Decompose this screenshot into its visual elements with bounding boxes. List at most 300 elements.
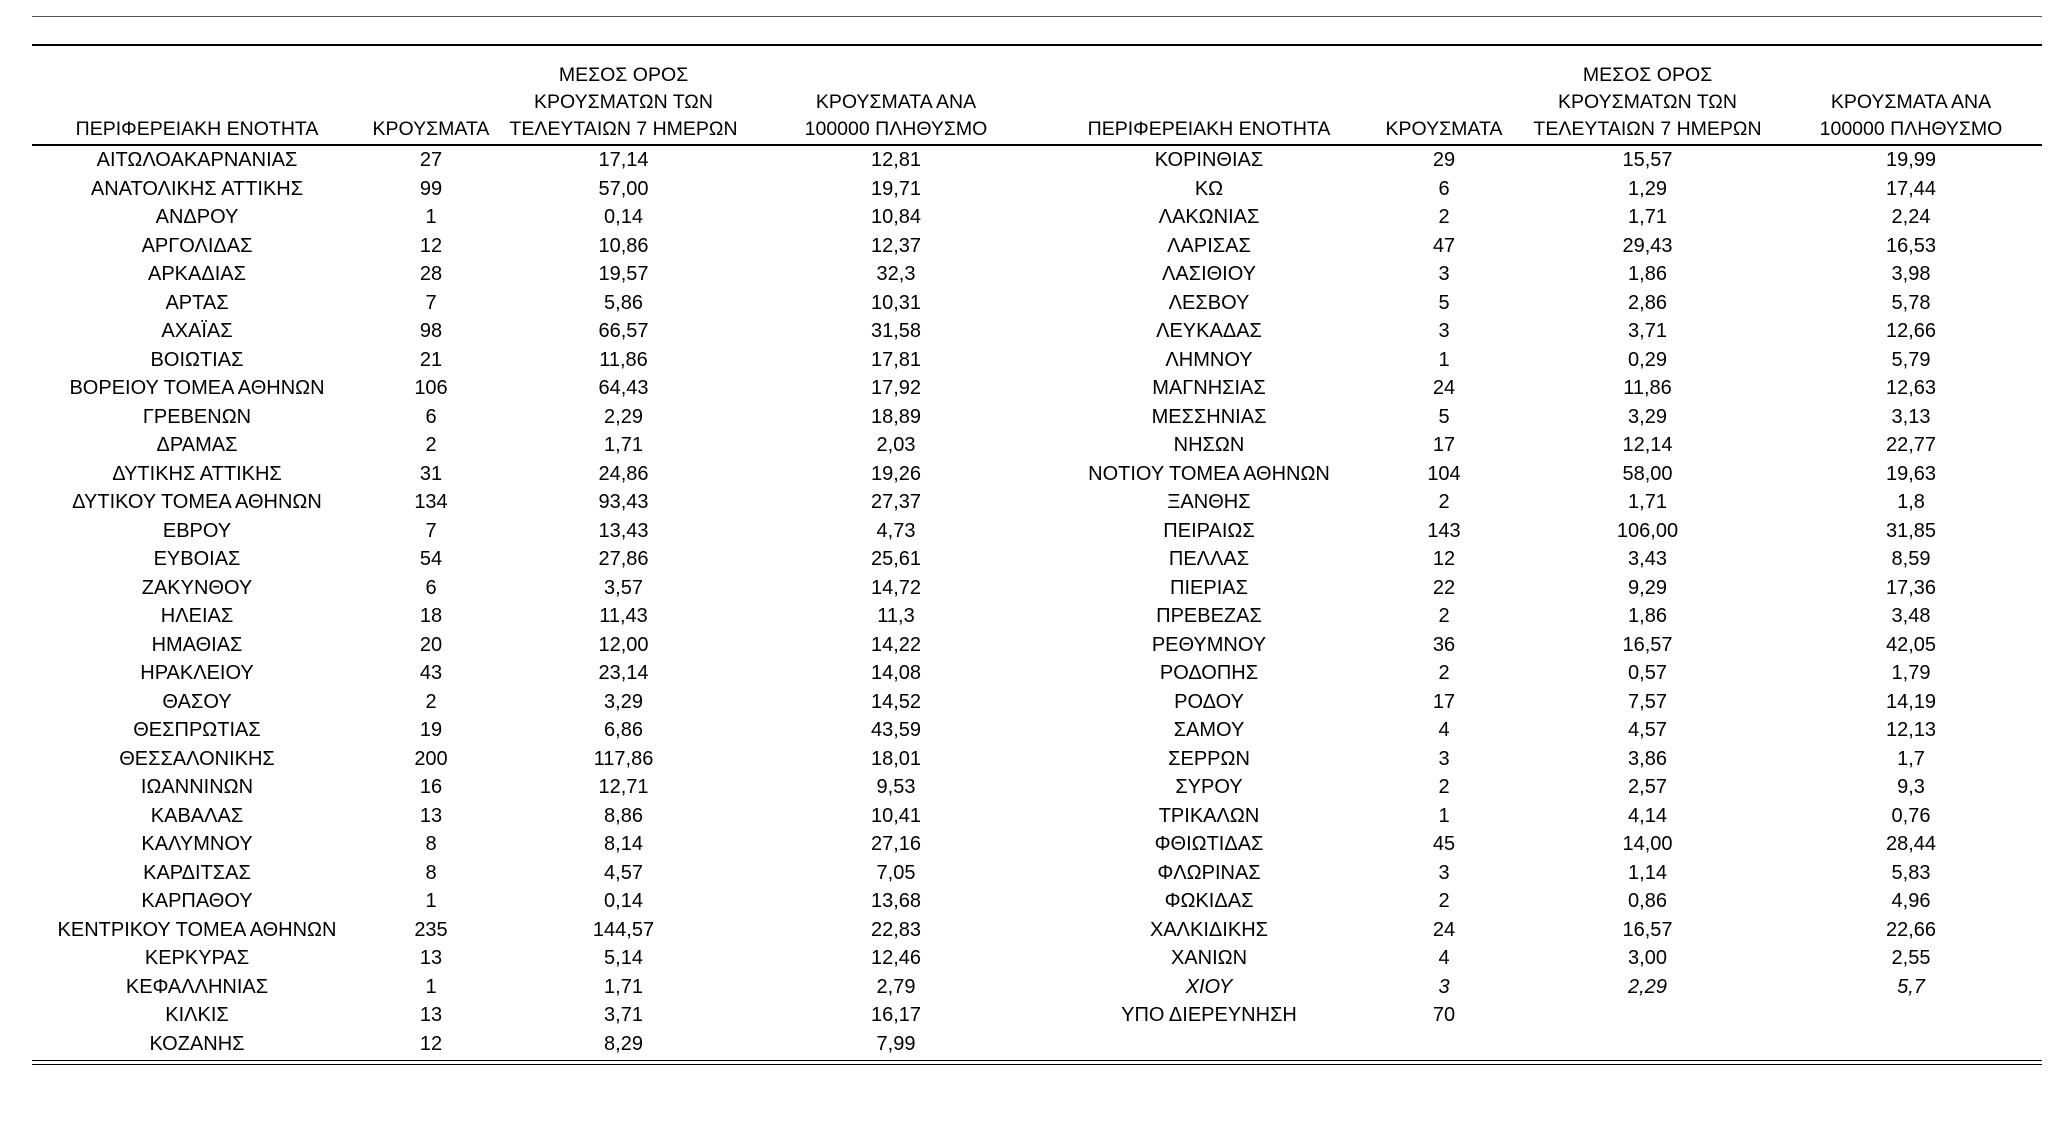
right-per100k-cell: 9,3 <box>1897 776 1925 798</box>
left-cases-cell: 16 <box>419 776 443 798</box>
right-cases-cell: 70 <box>1432 1004 1456 1026</box>
left-cases-cell: 7 <box>425 519 437 542</box>
right-cases-cell: 3 <box>1438 263 1450 285</box>
table-row <box>32 916 2042 945</box>
right-cases-cell: 24 <box>1432 918 1456 941</box>
left-avg7-cell: 3,71 <box>604 1004 643 1026</box>
left-region-cell: ΙΩΑΝΝΙΝΩΝ <box>140 776 254 798</box>
left-avg7-cell: 10,86 <box>598 234 649 257</box>
right-per100k-cell: 1,8 <box>1897 491 1925 513</box>
left-region-cell: ΗΜΑΘΙΑΣ <box>151 633 243 656</box>
left-avg7-cell: 144,57 <box>592 918 655 941</box>
left-cases-cell: 13 <box>419 947 443 969</box>
left-per100k-cell: 22,83 <box>870 918 922 941</box>
table-row <box>32 203 2042 232</box>
table-row <box>32 374 2042 403</box>
right-per100k-cell: 31,85 <box>1885 519 1937 542</box>
left-avg7-cell: 6,86 <box>604 719 643 741</box>
right-avg7-cell: 3,71 <box>1628 320 1667 342</box>
left-cases-cell: 18 <box>419 605 443 627</box>
right-avg7-cell: 12,14 <box>1622 434 1673 456</box>
table-row <box>32 145 2042 175</box>
right-per100k-cell: 22,77 <box>1885 434 1937 456</box>
right-region-cell: ΧΑΛΚΙΔΙΚΗΣ <box>1150 918 1268 941</box>
left-region-cell: ΚΟΖΑΝΗΣ <box>149 1032 245 1055</box>
left-cases-cell: 8 <box>425 861 437 884</box>
left-per100k-cell: 7,05 <box>876 861 916 884</box>
right-region-cell: ΦΘΙΩΤΙΔΑΣ <box>1154 833 1264 855</box>
right-avg7-cell: 15,57 <box>1622 149 1673 171</box>
table-row <box>32 745 2042 774</box>
right-avg7-cell: 16,57 <box>1622 918 1673 941</box>
table-row <box>32 802 2042 831</box>
left-region-cell: ΚΑΡΠΑΘΟΥ <box>141 890 253 912</box>
left-region-cell: ΚΙΛΚΙΣ <box>165 1004 229 1026</box>
left-avg7-cell: 64,43 <box>598 377 649 399</box>
left-cases-cell: 2 <box>425 690 437 713</box>
right-region-cell: ΞΑΝΘΗΣ <box>1167 491 1251 513</box>
left-avg7-cell: 2,29 <box>604 405 643 428</box>
left-cases-cell: 1 <box>425 975 437 998</box>
right-per100k-cell <box>1780 1001 2042 1030</box>
right-avg7-cell: 16,57 <box>1622 633 1673 656</box>
right-per100k-cell: 16,53 <box>1885 234 1937 257</box>
right-per100k-cell: 2,55 <box>1891 947 1931 969</box>
left-per100k-cell: 14,52 <box>870 690 922 713</box>
right-cases-cell: 3 <box>1438 975 1450 998</box>
right-region-cell: ΦΩΚΙΔΑΣ <box>1164 890 1254 912</box>
left-per100k-cell: 7,99 <box>876 1032 916 1055</box>
right-per100k-cell: 28,44 <box>1885 833 1937 855</box>
right-region-cell: ΛΕΥΚΑΔΑΣ <box>1156 320 1262 342</box>
right-region-cell: ΠΕΙΡΑΙΩΣ <box>1163 519 1255 542</box>
left-avg7-cell: 24,86 <box>598 462 649 485</box>
left-region-cell: ΘΕΣΠΡΩΤΙΑΣ <box>133 719 261 741</box>
right-region-cell: ΣΑΜΟΥ <box>1173 719 1245 741</box>
bottom-double-rule <box>32 1060 2042 1065</box>
right-avg7-cell: 9,29 <box>1628 576 1667 599</box>
left-per100k-cell: 10,84 <box>870 206 922 228</box>
right-avg7-cell: 0,29 <box>1628 348 1667 371</box>
right-cases-cell: 29 <box>1432 149 1456 171</box>
right-per100k-cell: 12,66 <box>1885 320 1937 342</box>
cases-sheet <box>32 44 2042 1058</box>
table-row <box>32 289 2042 318</box>
left-per100k-cell: 18,89 <box>870 405 922 428</box>
left-avg7-cell: 17,14 <box>598 149 649 171</box>
right-region-cell <box>1045 1030 1373 1059</box>
left-avg7-cell: 1,71 <box>604 434 643 456</box>
right-cases-cell <box>1373 1030 1515 1059</box>
right-region-cell: ΤΡΙΚΑΛΩΝ <box>1158 804 1260 827</box>
left-per100k-cell: 13,68 <box>870 890 922 912</box>
right-cases-cell: 17 <box>1432 690 1456 713</box>
right-avg7-cell: 1,86 <box>1628 263 1667 285</box>
left-avg7-cell: 19,57 <box>598 263 649 285</box>
header-row <box>32 45 2042 145</box>
left-per100k-cell: 27,16 <box>870 833 922 855</box>
right-cases-cell: 2 <box>1438 662 1450 684</box>
left-per100k-cell: 4,73 <box>876 519 916 542</box>
table-row <box>32 545 2042 574</box>
right-per100k-cell: 3,98 <box>1891 263 1931 285</box>
right-avg7-cell: 4,14 <box>1628 804 1667 827</box>
right-per100k-cell: 5,83 <box>1891 861 1931 884</box>
right-cases-cell: 6 <box>1438 177 1450 200</box>
header-avg7-left: ΜΕΣΟΣ ΟΡΟΣ ΚΡΟΥΣΜΑΤΩΝ ΤΩΝ ΤΕΛΕΥΤΑΙΩΝ 7 ΗΜΕΡΩΝ <box>500 45 747 145</box>
header-per100k-left: ΚΡΟΥΣΜΑΤΑ ΑΝΑ 100000 ΠΛΗΘΥΣΜΟ <box>747 45 1045 145</box>
left-avg7-cell: 5,86 <box>604 291 643 314</box>
left-per100k-cell: 17,81 <box>870 348 922 371</box>
right-avg7-cell: 1,14 <box>1628 861 1667 884</box>
right-cases-cell: 5 <box>1438 291 1450 314</box>
left-per100k-cell: 10,31 <box>870 291 922 314</box>
left-cases-cell: 31 <box>419 462 443 485</box>
right-cases-cell: 4 <box>1438 719 1450 741</box>
right-region-cell: ΛΑΚΩΝΙΑΣ <box>1158 206 1260 228</box>
table-row <box>32 602 2042 631</box>
left-per100k-cell: 25,61 <box>870 548 922 570</box>
right-avg7-cell: 3,29 <box>1628 405 1667 428</box>
right-region-cell: ΜΕΣΣΗΝΙΑΣ <box>1151 405 1267 428</box>
left-region-cell: ΚΕΝΤΡΙΚΟΥ ΤΟΜΕΑ ΑΘΗΝΩΝ <box>57 918 337 941</box>
table-row <box>32 346 2042 375</box>
left-cases-cell: 1 <box>425 206 437 228</box>
right-cases-cell: 5 <box>1438 405 1450 428</box>
header-per100k-right: ΚΡΟΥΣΜΑΤΑ ΑΝΑ 100000 ΠΛΗΘΥΣΜΟ <box>1780 45 2042 145</box>
left-region-cell: ΑΧΑΪΑΣ <box>161 320 233 342</box>
left-per100k-cell: 16,17 <box>870 1004 922 1026</box>
table-row <box>32 688 2042 717</box>
right-cases-cell: 47 <box>1432 234 1456 257</box>
table-row <box>32 574 2042 603</box>
header-cases-right: ΚΡΟΥΣΜΑΤΑ <box>1373 45 1515 145</box>
right-cases-cell: 12 <box>1432 548 1456 570</box>
left-per100k-cell: 9,53 <box>876 776 916 798</box>
left-cases-cell: 2 <box>425 434 437 456</box>
table-row <box>32 631 2042 660</box>
right-per100k-cell: 42,05 <box>1885 633 1937 656</box>
table-row <box>32 973 2042 1002</box>
left-avg7-cell: 12,00 <box>598 633 649 656</box>
table-row <box>32 716 2042 745</box>
left-avg7-cell: 27,86 <box>598 548 649 570</box>
right-region-cell: ΧΙΟΥ <box>1185 975 1233 998</box>
left-avg7-cell: 13,43 <box>598 519 649 542</box>
left-region-cell: ΚΑΒΑΛΑΣ <box>150 804 244 827</box>
right-region-cell: ΡΟΔΟΠΗΣ <box>1159 662 1259 684</box>
left-cases-cell: 19 <box>419 719 443 741</box>
table-row <box>32 944 2042 973</box>
right-per100k-cell: 8,59 <box>1891 548 1931 570</box>
right-avg7-cell <box>1515 1001 1780 1030</box>
left-per100k-cell: 12,37 <box>870 234 922 257</box>
table-row <box>32 887 2042 916</box>
left-per100k-cell: 31,58 <box>870 320 922 342</box>
left-avg7-cell: 66,57 <box>598 320 649 342</box>
left-avg7-cell: 12,71 <box>598 776 649 798</box>
left-cases-cell: 6 <box>425 405 437 428</box>
right-avg7-cell: 29,43 <box>1622 234 1673 257</box>
left-avg7-cell: 5,14 <box>604 947 643 969</box>
right-avg7-cell: 3,00 <box>1628 947 1667 969</box>
right-per100k-cell: 12,13 <box>1885 719 1937 741</box>
header-region-left: ΠΕΡΙΦΕΡΕΙΑΚΗ ΕΝΟΤΗΤΑ <box>32 45 362 145</box>
right-cases-cell: 3 <box>1438 320 1450 342</box>
left-cases-cell: 13 <box>419 804 443 827</box>
right-cases-cell: 1 <box>1438 348 1450 371</box>
right-per100k-cell: 22,66 <box>1885 918 1937 941</box>
right-region-cell: ΡΕΘΥΜΝΟΥ <box>1151 633 1267 656</box>
left-per100k-cell: 19,71 <box>870 177 922 200</box>
left-cases-cell: 12 <box>419 234 443 257</box>
left-avg7-cell: 4,57 <box>604 861 643 884</box>
header-avg7-right: ΜΕΣΟΣ ΟΡΟΣ ΚΡΟΥΣΜΑΤΩΝ ΤΩΝ ΤΕΛΕΥΤΑΙΩΝ 7 ΗΜΕΡΩΝ <box>1515 45 1780 145</box>
right-per100k-cell <box>1780 1030 2042 1059</box>
right-avg7-cell: 1,86 <box>1628 605 1667 627</box>
right-region-cell: ΡΟΔΟΥ <box>1174 690 1244 713</box>
left-region-cell: ΑΝΔΡΟΥ <box>155 206 239 228</box>
table-row <box>32 830 2042 859</box>
right-per100k-cell: 12,63 <box>1885 377 1937 399</box>
right-region-cell: ΛΕΣΒΟΥ <box>1168 291 1250 314</box>
table-row <box>32 403 2042 432</box>
right-region-cell: ΠΡΕΒΕΖΑΣ <box>1156 605 1262 627</box>
table-row <box>32 1030 2042 1059</box>
table-row <box>32 175 2042 204</box>
right-per100k-cell: 4,96 <box>1891 890 1931 912</box>
left-avg7-cell: 57,00 <box>598 177 649 200</box>
left-avg7-cell: 0,14 <box>604 206 643 228</box>
right-cases-cell: 2 <box>1438 776 1450 798</box>
right-region-cell: ΣΕΡΡΩΝ <box>1168 747 1250 770</box>
left-avg7-cell: 8,14 <box>604 833 643 855</box>
left-per100k-cell: 32,3 <box>876 263 916 285</box>
left-region-cell: ΔΥΤΙΚΗΣ ΑΤΤΙΚΗΣ <box>112 462 282 485</box>
left-region-cell: ΚΑΛΥΜΝΟΥ <box>141 833 253 855</box>
right-cases-cell: 2 <box>1438 206 1450 228</box>
left-cases-cell: 8 <box>425 833 437 855</box>
right-cases-cell: 3 <box>1438 861 1450 884</box>
right-per100k-cell: 5,78 <box>1891 291 1931 314</box>
right-cases-cell: 2 <box>1438 890 1450 912</box>
left-cases-cell: 43 <box>419 662 443 684</box>
right-per100k-cell: 1,7 <box>1897 747 1925 770</box>
right-avg7-cell: 0,86 <box>1628 890 1667 912</box>
left-cases-cell: 13 <box>419 1004 443 1026</box>
left-region-cell: ΑΝΑΤΟΛΙΚΗΣ ΑΤΤΙΚΗΣ <box>90 177 304 200</box>
right-avg7-cell: 1,29 <box>1628 177 1667 200</box>
left-cases-cell: 7 <box>425 291 437 314</box>
right-region-cell: ΠΕΛΛΑΣ <box>1168 548 1250 570</box>
right-avg7-cell: 3,86 <box>1628 747 1667 770</box>
right-region-cell: ΝΟΤΙΟΥ ΤΟΜΕΑ ΑΘΗΝΩΝ <box>1088 462 1330 485</box>
right-cases-cell: 45 <box>1432 833 1456 855</box>
right-per100k-cell: 0,76 <box>1891 804 1931 827</box>
left-avg7-cell: 0,14 <box>604 890 643 912</box>
right-avg7-cell: 0,57 <box>1628 662 1667 684</box>
left-per100k-cell: 12,81 <box>870 149 922 171</box>
left-region-cell: ΖΑΚΥΝΘΟΥ <box>141 576 253 599</box>
table-row <box>32 488 2042 517</box>
left-region-cell: ΑΙΤΩΛΟΑΚΑΡΝΑΝΙΑΣ <box>96 149 298 171</box>
left-region-cell: ΗΛΕΙΑΣ <box>160 605 234 627</box>
right-cases-cell: 2 <box>1438 605 1450 627</box>
left-avg7-cell: 117,86 <box>593 747 654 770</box>
left-per100k-cell: 19,26 <box>870 462 922 485</box>
left-avg7-cell: 11,86 <box>599 348 648 371</box>
left-avg7-cell: 8,86 <box>604 804 643 827</box>
left-cases-cell: 6 <box>425 576 437 599</box>
left-per100k-cell: 11,3 <box>877 605 915 627</box>
left-per100k-cell: 27,37 <box>870 491 922 513</box>
right-region-cell: ΧΑΝΙΩΝ <box>1170 947 1248 969</box>
left-avg7-cell: 93,43 <box>598 491 649 513</box>
left-avg7-cell: 11,43 <box>599 605 648 627</box>
left-region-cell: ΕΒΡΟΥ <box>162 519 232 542</box>
right-per100k-cell: 17,44 <box>1885 177 1937 200</box>
right-region-cell: ΦΛΩΡΙΝΑΣ <box>1157 861 1261 884</box>
table-row <box>32 517 2042 546</box>
right-region-cell: ΝΗΣΩΝ <box>1173 434 1245 456</box>
right-per100k-cell: 2,24 <box>1891 206 1931 228</box>
left-avg7-cell: 8,29 <box>604 1032 643 1055</box>
table-row <box>32 773 2042 802</box>
left-region-cell: ΕΥΒΟΙΑΣ <box>153 548 241 570</box>
right-per100k-cell: 19,63 <box>1885 462 1937 485</box>
left-region-cell: ΔΡΑΜΑΣ <box>156 434 238 456</box>
table-row <box>32 317 2042 346</box>
left-cases-cell: 98 <box>419 320 443 342</box>
right-cases-cell: 24 <box>1432 377 1456 399</box>
right-region-cell: ΥΠΟ ΔΙΕΡΕΥΝΗΣΗ <box>1121 1004 1297 1026</box>
table-body <box>32 145 2042 1058</box>
right-region-cell: ΠΙΕΡΙΑΣ <box>1170 576 1248 599</box>
left-region-cell: ΓΡΕΒΕΝΩΝ <box>142 405 252 428</box>
table-row <box>32 460 2042 489</box>
right-cases-cell: 2 <box>1438 491 1450 513</box>
right-cases-cell: 36 <box>1432 633 1456 656</box>
right-avg7-cell <box>1515 1030 1780 1059</box>
right-region-cell: ΣΥΡΟΥ <box>1175 776 1243 798</box>
right-region-cell: ΛΑΡΙΣΑΣ <box>1167 234 1251 257</box>
left-region-cell: ΚΑΡΔΙΤΣΑΣ <box>143 861 251 884</box>
table-row <box>32 859 2042 888</box>
right-cases-cell: 104 <box>1427 462 1461 485</box>
left-region-cell: ΔΥΤΙΚΟΥ ΤΟΜΕΑ ΑΘΗΝΩΝ <box>72 491 322 513</box>
left-region-cell: ΗΡΑΚΛΕΙΟΥ <box>140 662 254 684</box>
right-per100k-cell: 14,19 <box>1885 690 1937 713</box>
left-avg7-cell: 3,57 <box>604 576 643 599</box>
right-avg7-cell: 2,57 <box>1628 776 1667 798</box>
left-cases-cell: 1 <box>425 890 437 912</box>
table-row <box>32 659 2042 688</box>
right-cases-cell: 1 <box>1438 804 1450 827</box>
right-region-cell: ΚΟΡΙΝΘΙΑΣ <box>1154 149 1264 171</box>
left-per100k-cell: 43,59 <box>870 719 922 741</box>
left-per100k-cell: 2,79 <box>876 975 916 998</box>
left-per100k-cell: 2,03 <box>876 434 916 456</box>
right-avg7-cell: 106,00 <box>1616 519 1679 542</box>
left-cases-cell: 235 <box>414 918 448 941</box>
right-avg7-cell: 3,43 <box>1628 548 1667 570</box>
right-per100k-cell: 1,79 <box>1891 662 1931 684</box>
right-avg7-cell: 1,71 <box>1628 491 1667 513</box>
left-cases-cell: 28 <box>419 263 443 285</box>
right-cases-cell: 17 <box>1432 434 1456 456</box>
left-cases-cell: 134 <box>414 491 448 513</box>
left-cases-cell: 99 <box>419 177 443 200</box>
left-avg7-cell: 23,14 <box>598 662 649 684</box>
left-cases-cell: 54 <box>419 548 443 570</box>
table-row <box>32 260 2042 289</box>
left-region-cell: ΑΡΓΟΛΙΔΑΣ <box>141 234 253 257</box>
cases-table <box>32 44 2042 1058</box>
left-region-cell: ΑΡΚΑΔΙΑΣ <box>148 263 246 285</box>
left-region-cell: ΒΟΙΩΤΙΑΣ <box>150 348 244 371</box>
table-row <box>32 232 2042 261</box>
right-cases-cell: 3 <box>1438 747 1450 770</box>
left-cases-cell: 200 <box>414 747 448 770</box>
right-avg7-cell: 58,00 <box>1622 462 1673 485</box>
right-region-cell: ΛΑΣΙΘΙΟΥ <box>1162 263 1256 285</box>
left-region-cell: ΚΕΦΑΛΛΗΝΙΑΣ <box>125 975 269 998</box>
left-cases-cell: 20 <box>419 633 443 656</box>
left-region-cell: ΚΕΡΚΥΡΑΣ <box>144 947 250 969</box>
right-avg7-cell: 1,71 <box>1628 206 1667 228</box>
right-per100k-cell: 3,48 <box>1891 605 1931 627</box>
header-region-right: ΠΕΡΙΦΕΡΕΙΑΚΗ ΕΝΟΤΗΤΑ <box>1045 45 1373 145</box>
header-cases-left: ΚΡΟΥΣΜΑΤΑ <box>362 45 500 145</box>
left-per100k-cell: 14,72 <box>870 576 922 599</box>
left-cases-cell: 21 <box>419 348 443 371</box>
right-avg7-cell: 7,57 <box>1628 690 1667 713</box>
right-region-cell: ΚΩ <box>1194 177 1224 200</box>
right-cases-cell: 22 <box>1432 576 1456 599</box>
left-avg7-cell: 3,29 <box>604 690 643 713</box>
left-per100k-cell: 14,22 <box>870 633 922 656</box>
right-per100k-cell: 3,13 <box>1891 405 1931 428</box>
left-cases-cell: 27 <box>419 149 443 171</box>
table-row <box>32 1001 2042 1030</box>
right-avg7-cell: 11,86 <box>1623 377 1672 399</box>
left-region-cell: ΘΕΣΣΑΛΟΝΙΚΗΣ <box>119 747 275 770</box>
left-region-cell: ΘΑΣΟΥ <box>162 690 232 713</box>
right-per100k-cell: 5,79 <box>1891 348 1931 371</box>
table-row <box>32 431 2042 460</box>
left-per100k-cell: 17,92 <box>870 377 922 399</box>
left-per100k-cell: 18,01 <box>870 747 922 770</box>
left-per100k-cell: 10,41 <box>870 804 922 827</box>
right-avg7-cell: 2,86 <box>1628 291 1667 314</box>
right-cases-cell: 4 <box>1438 947 1450 969</box>
right-region-cell: ΜΑΓΝΗΣΙΑΣ <box>1152 377 1266 399</box>
left-avg7-cell: 1,71 <box>604 975 643 998</box>
right-avg7-cell: 14,00 <box>1622 833 1673 855</box>
left-per100k-cell: 14,08 <box>870 662 922 684</box>
right-cases-cell: 143 <box>1427 519 1461 542</box>
left-per100k-cell: 12,46 <box>870 947 922 969</box>
left-region-cell: ΑΡΤΑΣ <box>165 291 229 314</box>
top-rule <box>32 16 2042 17</box>
left-cases-cell: 106 <box>414 377 448 399</box>
right-avg7-cell: 2,29 <box>1628 975 1667 998</box>
right-per100k-cell: 19,99 <box>1885 149 1937 171</box>
right-per100k-cell: 5,7 <box>1897 975 1925 998</box>
left-cases-cell: 12 <box>419 1032 443 1055</box>
right-region-cell: ΛΗΜΝΟΥ <box>1165 348 1253 371</box>
left-region-cell: ΒΟΡΕΙΟΥ ΤΟΜΕΑ ΑΘΗΝΩΝ <box>69 377 325 399</box>
